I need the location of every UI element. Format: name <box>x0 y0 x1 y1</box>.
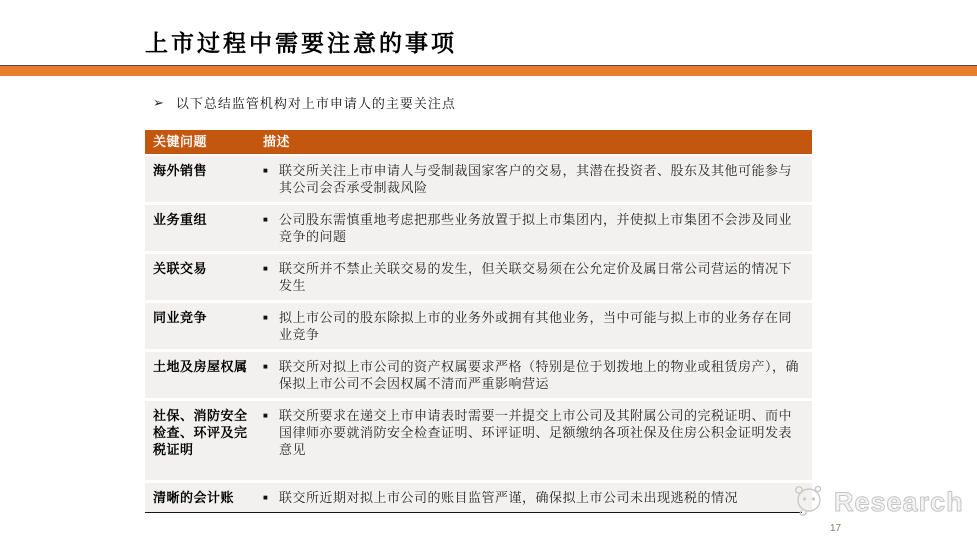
square-bullet-icon: ■ <box>263 215 269 224</box>
row-desc: 联交所对拟上市公司的资产权属要求严格（特别是位于划拨地上的物业或租赁房产），确保拟上市公司不会因权属不清而严重影响营运 <box>279 359 800 391</box>
row-key: 业务重组 <box>153 212 208 227</box>
key-issues-table <box>145 130 812 515</box>
square-bullet-icon: ■ <box>263 493 269 502</box>
footer-divider-line <box>145 512 802 513</box>
row-desc: 拟上市公司的股东除拟上市的业务外或拥有其他业务，当中可能与拟上市的业务存在同业竞争 <box>279 310 793 342</box>
intro-text: 以下总结监管机构对上市申请人的主要关注点 <box>175 96 456 111</box>
row-desc: 公司股东需慎重地考虑把那些业务放置于拟上市集团内，并使拟上市集团不会涉及同业竞争的问题 <box>279 212 793 244</box>
row-key: 社保、消防安全检查、环评及完税证明 <box>153 408 248 457</box>
square-bullet-icon: ■ <box>263 411 269 420</box>
table-row <box>145 156 812 202</box>
row-key: 土地及房屋权属 <box>153 359 248 374</box>
table-row <box>145 401 812 480</box>
table-header-desc: 描述 <box>263 134 291 149</box>
page-title: 上市过程中需要注意的事项 <box>145 30 457 57</box>
intro-bullet-line <box>153 93 456 112</box>
table-row <box>145 352 812 398</box>
row-key: 关联交易 <box>153 261 208 276</box>
row-desc: 联交所近期对拟上市公司的账目监管严谨，确保拟上市公司未出现逃税的情况 <box>279 490 739 505</box>
row-desc: 联交所要求在递交上市申请表时需要一并提交上市公司及其附属公司的完税证明、而中国律师亦要就消防安全检查证明、环评证明、足额缴纳各项社保及住房公积金证明发表意见 <box>279 408 793 457</box>
square-bullet-icon: ■ <box>263 362 269 371</box>
arrow-bullet-icon: ➢ <box>153 94 165 110</box>
square-bullet-icon: ■ <box>263 166 269 175</box>
square-bullet-icon: ■ <box>263 313 269 322</box>
table-body <box>145 156 812 512</box>
row-desc: 联交所关注上市申请人与受制裁国家客户的交易，其潜在投资者、股东及其他可能参与其公司会否承受制裁风险 <box>279 163 793 195</box>
row-desc: 联交所并不禁止关联交易的发生，但关联交易须在公允定价及属日常公司营运的情况下发生 <box>279 261 793 293</box>
row-key: 清晰的会计账 <box>153 490 235 505</box>
page-number: 17 <box>830 523 842 534</box>
table-row <box>145 205 812 251</box>
watermark-text: Research <box>834 487 964 517</box>
row-key: 海外销售 <box>153 163 208 178</box>
table-header-row <box>145 130 812 154</box>
table-row <box>145 483 812 512</box>
watermark <box>792 484 964 521</box>
accent-band <box>0 66 977 76</box>
table-row <box>145 254 812 300</box>
square-bullet-icon: ■ <box>263 264 269 273</box>
research-logo-icon <box>792 484 828 521</box>
table-header-key: 关键问题 <box>153 134 208 149</box>
table-row <box>145 303 812 349</box>
row-key: 同业竞争 <box>153 310 208 325</box>
